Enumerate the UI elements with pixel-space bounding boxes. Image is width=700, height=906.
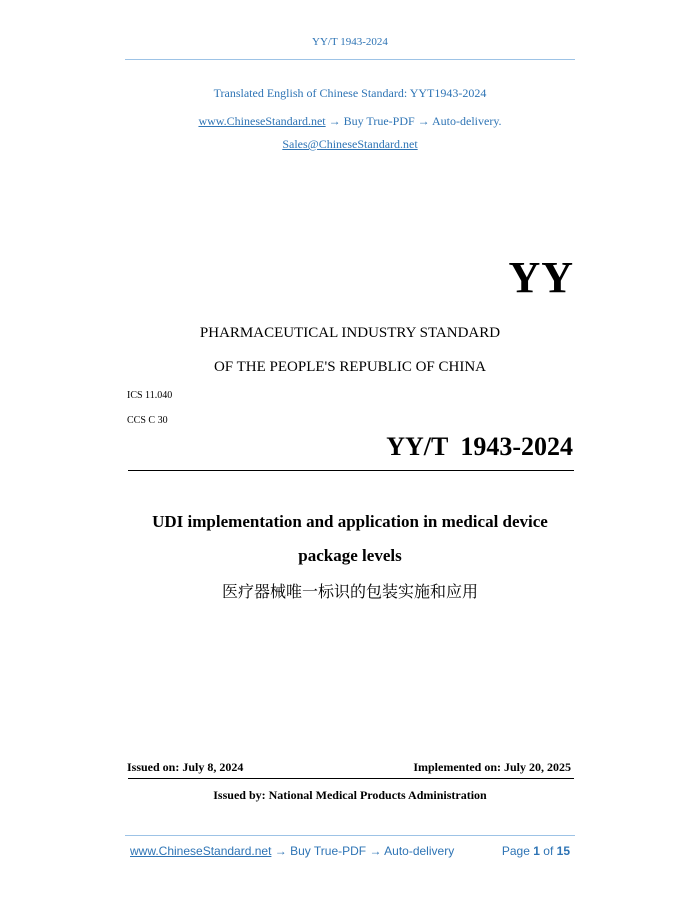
yy-standard-mark: YY: [508, 253, 574, 302]
email-line: [0, 137, 700, 152]
page-number: 1: [533, 844, 540, 858]
document-title-line-1: UDI implementation and application in medical device: [152, 512, 548, 531]
auto-delivery-text: Auto-delivery.: [432, 114, 502, 128]
footer-site-link[interactable]: www.ChineseStandard.net: [130, 844, 272, 858]
issuing-authority: Issued by: National Medical Products Administration: [213, 788, 487, 802]
issued-on-date: Issued on: July 8, 2024: [127, 760, 244, 774]
arrow-icon: →: [328, 114, 341, 128]
page-total: 15: [556, 844, 570, 858]
ccs-code: CCS C 30: [127, 415, 168, 426]
footer-divider: [125, 835, 575, 836]
industry-standard-line-2: OF THE PEOPLE'S REPUBLIC OF CHINA: [213, 359, 487, 375]
page-indicator: [502, 844, 570, 858]
document-title-chinese: 医疗器械唯一标识的包装实施和应用: [221, 582, 478, 601]
header-standard-code: YY/T 1943-2024: [312, 36, 388, 48]
dates-divider: [128, 778, 574, 779]
standard-number: YY/T 1943-2024: [386, 432, 573, 461]
translation-notice: Translated English of Chinese Standard: YYT1943-2024: [213, 86, 487, 100]
promo-links-line: [0, 114, 700, 129]
buy-true-pdf-text: Buy True-PDF: [343, 114, 415, 128]
arrow-icon: →: [417, 114, 430, 128]
of-word: of: [543, 844, 554, 858]
header-divider: [125, 59, 575, 60]
email-link[interactable]: Sales@ChineseStandard.net: [282, 137, 418, 151]
arrow-icon: →: [274, 844, 287, 858]
page-word: Page: [501, 844, 530, 858]
title-divider: [128, 470, 574, 471]
document-title-line-2: package levels: [298, 546, 402, 565]
footer-links-line: [130, 844, 454, 858]
footer-delivery-text: Auto-delivery: [384, 844, 455, 858]
site-link[interactable]: www.ChineseStandard.net: [198, 114, 326, 128]
arrow-icon: →: [369, 844, 382, 858]
implemented-on-date: Implemented on: July 20, 2025: [413, 760, 571, 774]
footer-buy-text: Buy True-PDF: [290, 844, 367, 858]
ics-code: ICS 11.040: [127, 390, 173, 401]
industry-standard-line-1: PHARMACEUTICAL INDUSTRY STANDARD: [199, 325, 501, 341]
